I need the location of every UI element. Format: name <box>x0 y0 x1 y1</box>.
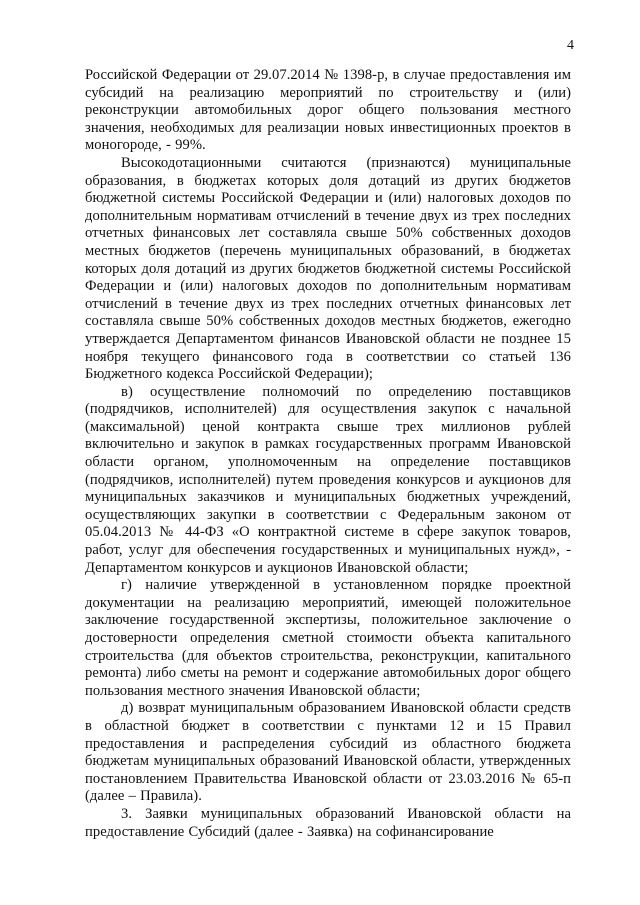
paragraph-high-subsidy-definition: Высокодотационными считаются (признаются) муниципальные образования, в бюджетах которых доля дотаций из других бюджетов бюджетной системы Российской Федерации и (или) налоговых доходов по дополнительным нормативам отчислений в течение двух из трех последних отчетных финансовых лет составляла свыше 50% собственных доходов местных бюджетов (перечень муниципальных образований, в бюджетах которых доля дотаций из других бюджетов бюджетной системы Российской Федерации и (или) налоговых доходов по дополнительным нормативам отчислений в течение двух из трех последних отчетных финансовых лет составляла свыше 50% собственных доходов местных бюджетов, ежегодно утверждается Департаментом финансов Ивановской области не позднее 15 ноября текущего финансового года в соответствии со статьей 136 Бюджетного кодекса Российской Федерации); <box>85 154 571 383</box>
paragraph-continuation: Российской Федерации от 29.07.2014 № 1398-р, в случае предоставления им субсидий на реализацию мероприятий по строительству и (или) реконструкции автомобильных дорог общего пользования местного значения, необходимых для реализации новых инвестиционных проектов в моногороде, - 99%. <box>85 67 571 154</box>
paragraph-item-d: д) возврат муниципальным образованием Ивановской области средств в областной бюджет в соответствии с пунктами 12 и 15 Правил предоставления и распределения субсидий из областного бюджета бюджетам муниципальных образований Ивановской области, утвержденных постановлением Правительства Ивановской области от 23.03.2016 № 65-п (далее – Правила). <box>85 700 571 805</box>
paragraph-section-3: 3. Заявки муниципальных образований Ивановской области на предоставление Субсидий (далее - Заявка) на софинансирование <box>85 805 571 840</box>
document-body <box>85 67 571 841</box>
page-number: 4 <box>567 38 574 53</box>
paragraph-item-g: г) наличие утвержденной в установленном порядке проектной документации на реализацию мероприятий, имеющей положительное заключение государственной экспертизы, положительное заключение о достоверности определения сметной стоимости объекта капитального строительства (для объектов строительства, реконструкции, капитального ремонта) либо сметы на ремонт и содержание автомобильных дорог общего пользования местного значения Ивановской области; <box>85 577 571 699</box>
paragraph-item-v: в) осуществление полномочий по определению поставщиков (подрядчиков, исполнителей) для осуществления закупок с начальной (максимальной) ценой контракта свыше трех миллионов рублей включительно и закупок в рамках государственных программ Ивановской области органом, уполномоченным на определение поставщиков (подрядчиков, исполнителей) путем проведения конкурсов и аукционов для муниципальных заказчиков и муниципальных бюджетных учреждений, осуществляющих закупки в соответствии с Федеральным законом от 05.04.2013 № 44-ФЗ «О контрактной системе в сфере закупок товаров, работ, услуг для обеспечения государственных и муниципальных нужд», - Департаментом конкурсов и аукционов Ивановской области; <box>85 383 571 576</box>
